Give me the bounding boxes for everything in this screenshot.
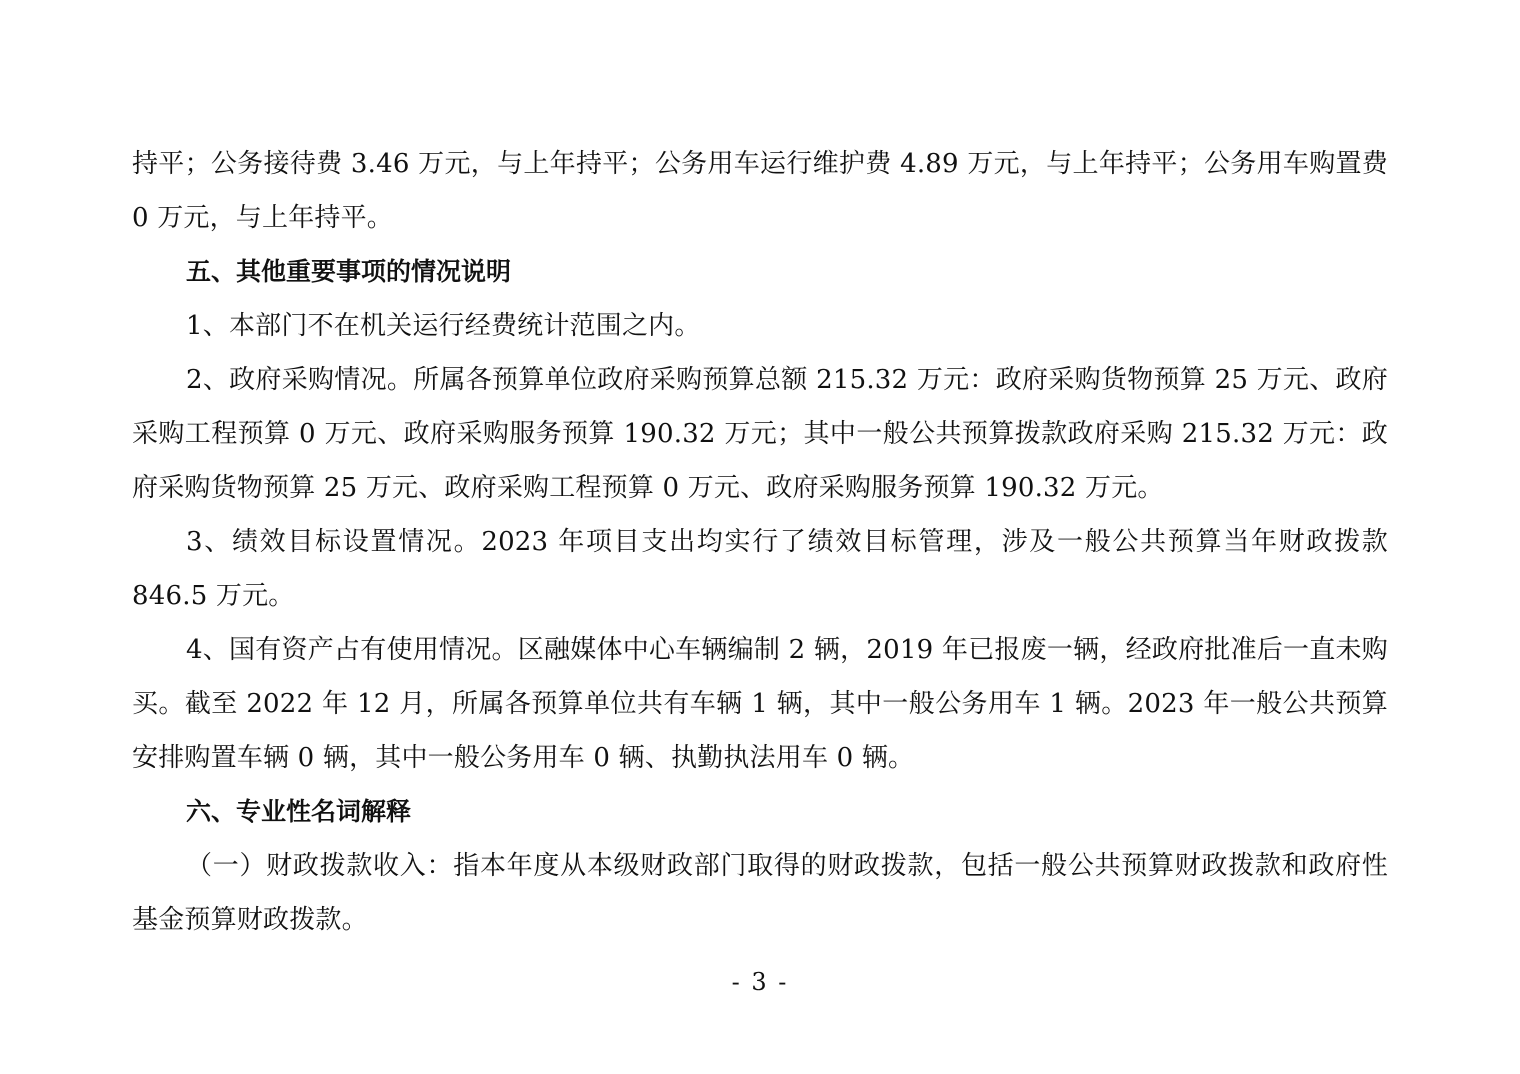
document-body	[132, 137, 1388, 947]
section-heading-five: 五、其他重要事项的情况说明	[186, 257, 512, 286]
paragraph-item-4: 4、国有资产占有使用情况。区融媒体中心车辆编制 2 辆，2019 年已报废一辆，经政府批准后一直未购买。截至 2022 年 12 月，所属各预算单位共有车辆 1 辆，其中一般公务用车 1 辆。2023 年一般公共预算安排购置车辆 0 辆，其中一般公务用车 0 辆、执勤执法用车 0 辆。	[132, 635, 1388, 773]
paragraph-item-1: 1、本部门不在机关运行经费统计范围之内。	[186, 311, 701, 341]
paragraph-item-2: 2、政府采购情况。所属各预算单位政府采购预算总额 215.32 万元：政府采购货物预算 25 万元、政府采购工程预算 0 万元、政府采购服务预算 190.32 万元；其中一般公共预算拨款政府采购 215.32 万元：政府采购货物预算 25 万元、政府采购工程预算 0 万元、政府采购服务预算 190.32 万元。	[132, 365, 1388, 503]
paragraph-term-1: （一）财政拨款收入：指本年度从本级财政部门取得的财政拨款，包括一般公共预算财政拨款和政府性基金预算财政拨款。	[132, 851, 1388, 935]
section-heading-six: 六、专业性名词解释	[186, 797, 412, 826]
paragraph-continuation: 持平；公务接待费 3.46 万元，与上年持平；公务用车运行维护费 4.89 万元，与上年持平；公务用车购置费 0 万元，与上年持平。	[132, 149, 1388, 233]
paragraph-item-3: 3、绩效目标设置情况。2023 年项目支出均实行了绩效目标管理，涉及一般公共预算当年财政拨款 846.5 万元。	[132, 527, 1388, 611]
page-number: - 3 -	[731, 968, 789, 996]
